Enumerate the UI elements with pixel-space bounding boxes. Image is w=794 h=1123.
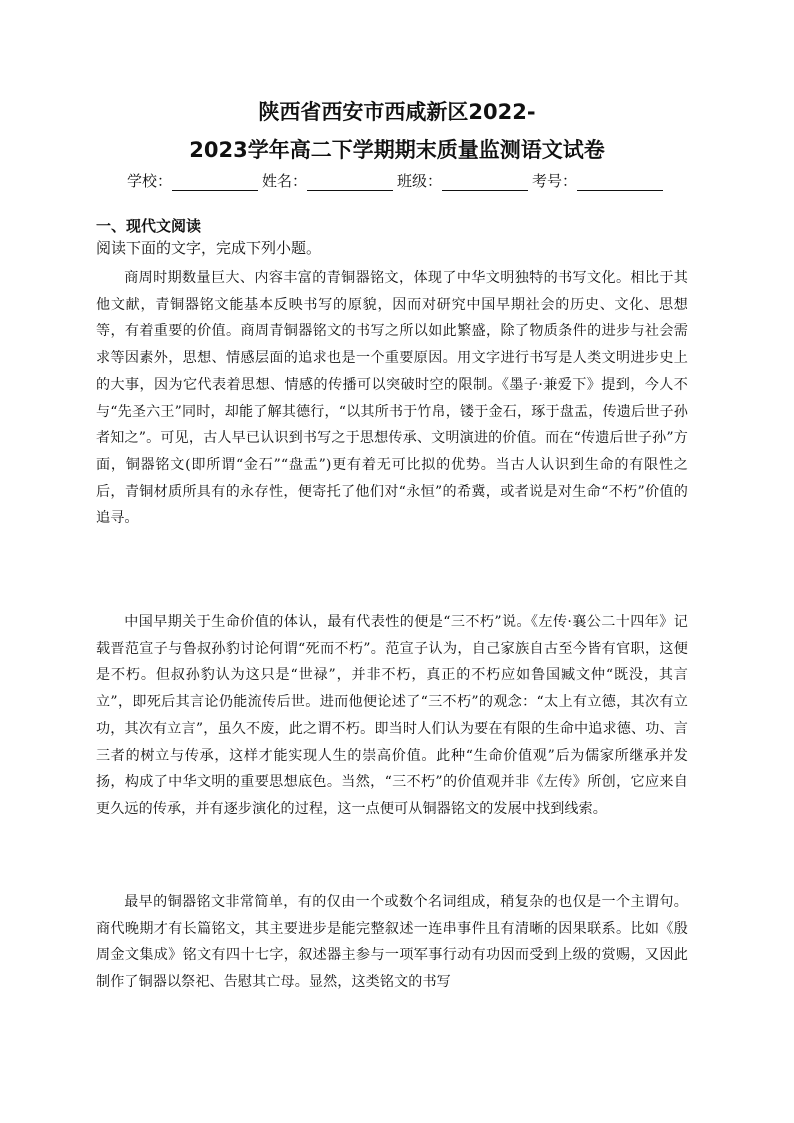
- name-blank[interactable]: [307, 174, 393, 191]
- exam-title-line1: 陕西省西安市西咸新区2022-: [258, 100, 536, 124]
- class-field: [397, 171, 532, 191]
- class-label: 班级：: [397, 172, 443, 190]
- school-field: [127, 171, 262, 191]
- exam-title-line2: 2023学年高二下学期期末质量监测语文试卷: [189, 138, 605, 162]
- passage-paragraph-1-block: [96, 265, 688, 532]
- exam-number-field: [532, 171, 667, 191]
- passage-paragraph-3-block: [96, 889, 688, 996]
- passage-paragraph: 中国早期关于生命价值的体认，最有代表性的便是“三不朽”说。《左传·襄公二十四年》记载晋范宣子与鲁叔孙豹讨论何谓“死而不朽”。范宣子认为，自己家族自古至今皆有官职，这便是不朽。但叔孙豹认为这只是“世禄”，并非不朽，真正的不朽应如鲁国臧文仲“既没，其言立”，即死后其言论仍能流传后世。进而他便论述了“三不朽”的观念：“太上有立德，其次有立功，其次有立言”，虽久不废，此之谓不朽。即当时人们认为要在有限的生命中追求德、功、言三者的树立与传承，这样才能实现人生的崇高价值。此种“生命价值观”后为儒家所继承并发扬，构成了中华文明的重要思想底色。当然，“三不朽”的价值观并非《左传》所创，它应来自更久远的传承，并有逐步演化的过程，这一点便可从铜器铭文的发展中找到线索。: [96, 614, 688, 817]
- school-blank[interactable]: [172, 174, 258, 191]
- school-label: 学校：: [126, 172, 172, 190]
- exam-number-blank[interactable]: [577, 174, 663, 191]
- student-info-row: [0, 171, 794, 191]
- passage-paragraph-2-block: [96, 609, 688, 823]
- passage-paragraph: 商周时期数量巨大、内容丰富的青铜器铭文，体现了中华文明独特的书写文化。相比于其他文献，青铜器铭文能基本反映书写的原貌，因而对研究中国早期社会的历史、文化、思想等，有着重要的价值。商周青铜器铭文的书写之所以如此繁盛，除了物质条件的进步与社会需求等因素外，思想、情感层面的追求也是一个重要原因。用文字进行书写是人类文明进步史上的大事，因为它代表着思想、情感的传播可以突破时空的限制。《墨子·兼爱下》提到，今人不与“先圣六王”同时，却能了解其德行，“以其所书于竹帛，镂于金石，琢于盘盂，传遗后世子孙者知之”。可见，古人早已认识到书写之于思想传承、文明演进的价值。而在“传遗后世子孙”方面，铜器铭文(即所谓“金石”“盘盂”)更有着无可比拟的优势。当古人认识到生命的有限性之后，青铜材质所具有的永存性，便寄托了他们对“永恒”的希冀，或者说是对生命“不朽”价值的追寻。: [96, 270, 688, 527]
- section-heading: 一、现代文阅读: [96, 217, 202, 235]
- section-instruction: 阅读下面的文字，完成下列小题。: [96, 239, 322, 257]
- class-blank[interactable]: [442, 174, 528, 191]
- name-label: 姓名：: [261, 172, 307, 190]
- passage-paragraph: 最早的铜器铭文非常简单，有的仅由一个或数个名词组成，稍复杂的也仅是一个主谓句。商代晚期才有长篇铭文，其主要进步是能完整叙述一连串事件且有清晰的因果联系。比如《殷周金文集成》铭文有四十七字，叙述器主参与一项军事行动有功因而受到上级的赏赐，又因此制作了铜器以祭祀、告慰其亡母。显然，这类铭文的书写: [96, 894, 688, 991]
- exam-number-label: 考号：: [532, 172, 578, 190]
- name-field: [262, 171, 397, 191]
